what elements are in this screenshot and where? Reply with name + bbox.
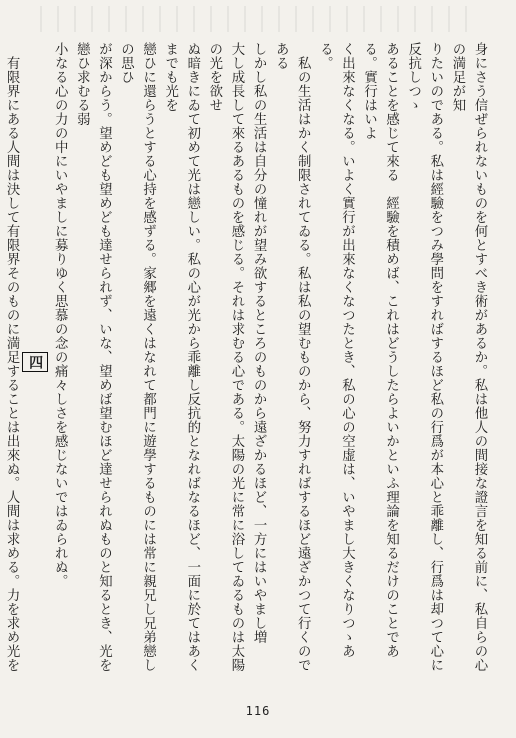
text-line: が深からう。望めども望めども達せられず、いな、望めば望むほど達せられぬものと知るとき、光を戀ひ求むる弱	[74, 42, 112, 672]
text-line: 有限界にある人間は決して有限界そのものに満足することは出來ぬ。人間は求める。力を求め光を	[4, 55, 20, 672]
text-line: 大し成長して來るあるものを感じる。それは求むる心である。太陽の光に常に浴してゐるものは太陽の光を欲せ	[206, 42, 244, 672]
text-line: 身にさう信ぜられないものを何とすべき術があるか。私は他人の間接な證言を知る前に、私自らの心の満足が知	[449, 42, 487, 672]
text-line: 戀ひに還らうとする心持を感ずる。家郷を遠くはなれて都門に遊學するものには常に親兄し兄弟戀しの思ひ	[118, 42, 156, 672]
text-line: 小なる心の力の中にいやましに募りゆく思慕の念の痛々しさを感じないではゐられぬ。	[52, 42, 68, 588]
text-line: しかし私の生活は自分の憧れが望み欲するところのものから遠ざかるほど、一方にはいやまし増	[251, 42, 267, 644]
text-line: あることを感じて來る 經驗を積めば、これはどうしたらよいかといふ理論を知るだけのことである。實行はいよ	[361, 42, 399, 658]
text-line: く出來なくなる。いよく實行が出來なくなつたとき、私の心の空虚は、いやまし大きくなりつゝある。	[317, 42, 355, 658]
section-number-label: 四	[22, 352, 48, 373]
text-line: 私の生活はかく制限されてゐる。私は私の望むものから、努力すればするほど遠ざかつて行くのである	[273, 42, 311, 672]
text-line: ぬ暗きにゐて初めて光は戀しい。私の心が光から乖離し反抗的となればなるほど、一面に於てはあくまでも光を	[162, 42, 200, 672]
section-number	[22, 42, 48, 682]
page-number: 116	[245, 704, 271, 718]
vertical-text-block	[4, 42, 490, 682]
text-line: りたいのである。私は經驗をつみ學問をすればするほど私の行爲が本心と乖離し、行爲は却つて心に反抗しつゝ	[405, 42, 443, 672]
